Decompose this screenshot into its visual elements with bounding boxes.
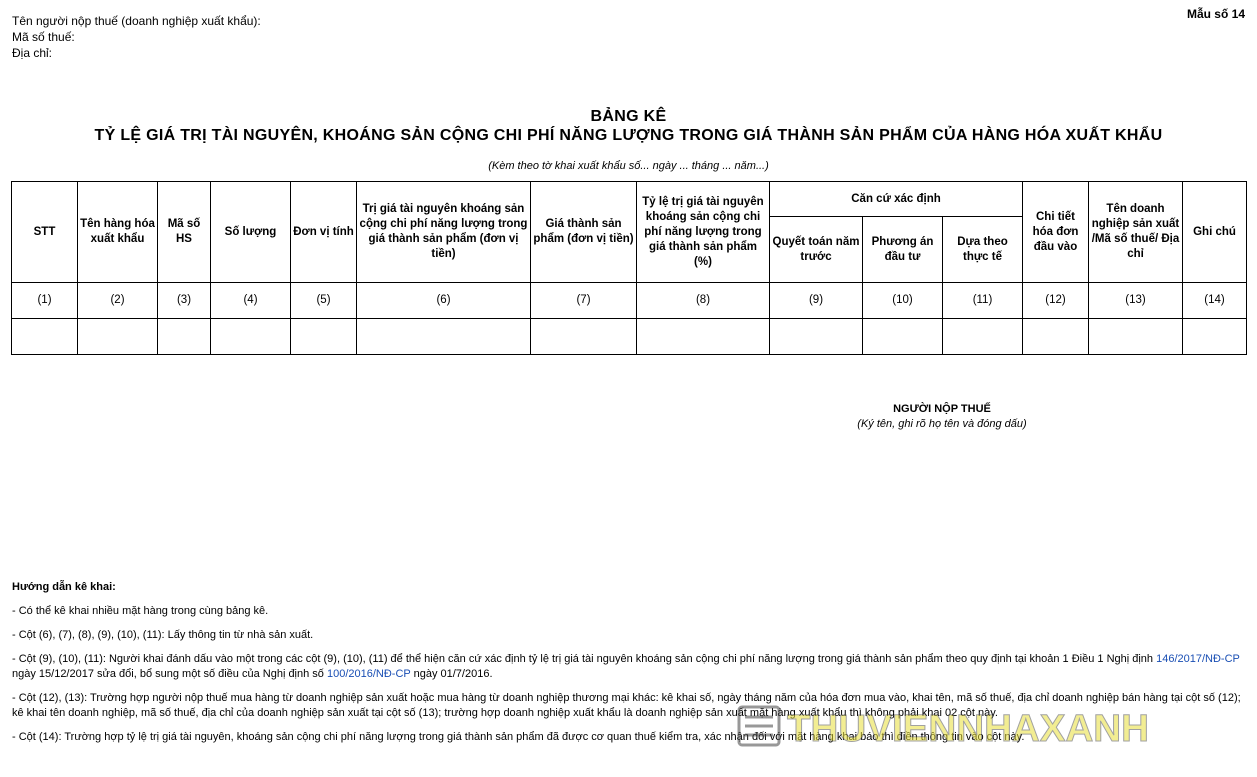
taxpayer-name-label: Tên người nộp thuế (doanh nghiệp xuất khẩu):	[12, 14, 261, 28]
watermark-book-icon	[739, 707, 779, 745]
document-title: BẢNG KÊ	[590, 108, 667, 125]
document-subtitle: TỶ LỆ GIÁ TRỊ TÀI NGUYÊN, KHOÁNG SẢN CỘNG CHI PHÍ NĂNG LƯỢNG TRONG GIÁ THÀNH SẢN PHẨM CỦA HÀNG HÓA XUẤT KHẨU	[94, 127, 1163, 144]
header-resource-value: Trị giá tài nguyên khoáng sản cộng chi phí năng lượng trong giá thành sản phẩm (đơn vị tiền)	[357, 182, 531, 283]
instructions-title: Hướng dẫn kê khai:	[12, 581, 116, 593]
column-number: (3)	[158, 283, 211, 319]
instruction-item: - Cột (12), (13): Trường hợp người nộp thuế mua hàng từ doanh nghiệp sản xuất hoặc mua hàng từ doanh nghiệp thương mại khác: kê khai số, ngày tháng năm của hóa đơn mua vào, khai tên, mã số thuế, địa chỉ doanh nghiệp bán hàng tại cột số (12); kê khai tên doanh nghiệp, mã số thuế, địa chỉ của doanh nghiệp sản xuất tại cột số (13); trường hợp doanh nghiệp xuất khẩu là doanh nghiệp sản xuất mặt hàng xuất khẩu thì không phải khai 02 cột này.	[12, 692, 1241, 719]
table-cell	[158, 319, 211, 355]
column-number: (12)	[1023, 283, 1089, 319]
header-product-cost: Giá thành sản phẩm (đơn vị tiền)	[531, 182, 637, 283]
header-basis-prior-year: Quyết toán năm trước	[770, 217, 863, 283]
table-cell	[531, 319, 637, 355]
table-cell	[943, 319, 1023, 355]
instruction-item: - Có thể kê khai nhiều mặt hàng trong cùng bảng kê.	[12, 605, 269, 617]
column-number: (4)	[211, 283, 291, 319]
attachment-note: (Kèm theo tờ khai xuất khẩu số... ngày ... tháng ... năm...)	[488, 160, 769, 172]
table-cell	[1183, 319, 1247, 355]
column-number: (14)	[1183, 283, 1247, 319]
column-number: (5)	[291, 283, 357, 319]
column-number: (7)	[531, 283, 637, 319]
column-number: (13)	[1089, 283, 1183, 319]
table-cell	[863, 319, 943, 355]
instruction-text: - Cột (9), (10), (11): Người khai đánh dấu vào một trong các cột (9), (10), (11) để thể hiện căn cứ xác định tỷ lệ trị giá tài nguyên khoáng sản cộng chi phí năng lượng trong giá thành sản phẩm theo quy định tại khoản 1 Điều 1 Nghị định	[12, 653, 1157, 665]
header-unit: Đơn vị tính	[291, 182, 357, 283]
instruction-item	[12, 652, 1248, 682]
column-number: (1)	[12, 283, 78, 319]
header-basis-actual: Dựa theo thực tế	[943, 217, 1023, 283]
header-hs-code: Mã số HS	[158, 182, 211, 283]
signature-block	[830, 402, 1054, 432]
taxpayer-header	[12, 13, 261, 61]
table-cell	[78, 319, 158, 355]
declaration-table	[11, 181, 1247, 355]
column-number: (11)	[943, 283, 1023, 319]
header-basis-group: Căn cứ xác định	[770, 182, 1023, 217]
tax-code-label: Mã số thuế:	[12, 30, 75, 44]
decree-146-link[interactable]: 146/2017/NĐ-CP	[1156, 653, 1240, 665]
table-row	[12, 319, 1247, 355]
watermark-text: THUVIENNHAXANH	[787, 708, 1149, 750]
table-cell	[1089, 319, 1183, 355]
instruction-item: - Cột (14): Trường hợp tỷ lệ trị giá tài nguyên, khoáng sản cộng chi phí năng lượng trong giá thành sản phẩm đã được cơ quan thuế kiểm tra, xác nhận đối với mặt hàng khai báo thì điền thông tin vào cột này.	[12, 731, 1025, 743]
table-cell	[12, 319, 78, 355]
watermark-logo	[735, 697, 1155, 755]
address-label: Địa chỉ:	[12, 46, 53, 60]
column-number: (10)	[863, 283, 943, 319]
header-product-name: Tên hàng hóa xuất khẩu	[78, 182, 158, 283]
table-cell	[770, 319, 863, 355]
header-stt: STT	[12, 182, 78, 283]
column-number: (6)	[357, 283, 531, 319]
table-cell	[637, 319, 770, 355]
instruction-text: ngày 15/12/2017 sửa đổi, bổ sung một số điều của Nghị định số	[12, 668, 327, 680]
table-cell	[357, 319, 531, 355]
instruction-text: ngày 01/7/2016.	[410, 668, 493, 680]
header-quantity: Số lượng	[211, 182, 291, 283]
table-cell	[211, 319, 291, 355]
column-number: (2)	[78, 283, 158, 319]
decree-100-link[interactable]: 100/2016/NĐ-CP	[326, 668, 411, 680]
table-cell	[291, 319, 357, 355]
form-number: Mẫu số 14	[1186, 7, 1245, 21]
signer-title: NGƯỜI NỘP THUẾ	[893, 403, 991, 415]
header-basis-investment: Phương án đầu tư	[863, 217, 943, 283]
header-producer-info: Tên doanh nghiệp sản xuất /Mã số thuế/ Địa chỉ	[1089, 182, 1183, 283]
header-ratio: Tỷ lệ trị giá tài nguyên khoáng sản cộng chi phí năng lượng trong giá thành sản phẩm (%)	[637, 182, 770, 283]
column-number: (9)	[770, 283, 863, 319]
table-cell	[1023, 319, 1089, 355]
signer-note: (Ký tên, ghi rõ họ tên và đóng dấu)	[857, 418, 1027, 430]
instruction-item: - Cột (6), (7), (8), (9), (10), (11): Lấy thông tin từ nhà sản xuất.	[12, 629, 314, 641]
header-notes: Ghi chú	[1183, 182, 1247, 283]
header-invoice-detail: Chi tiết hóa đơn đầu vào	[1023, 182, 1089, 283]
column-number: (8)	[637, 283, 770, 319]
